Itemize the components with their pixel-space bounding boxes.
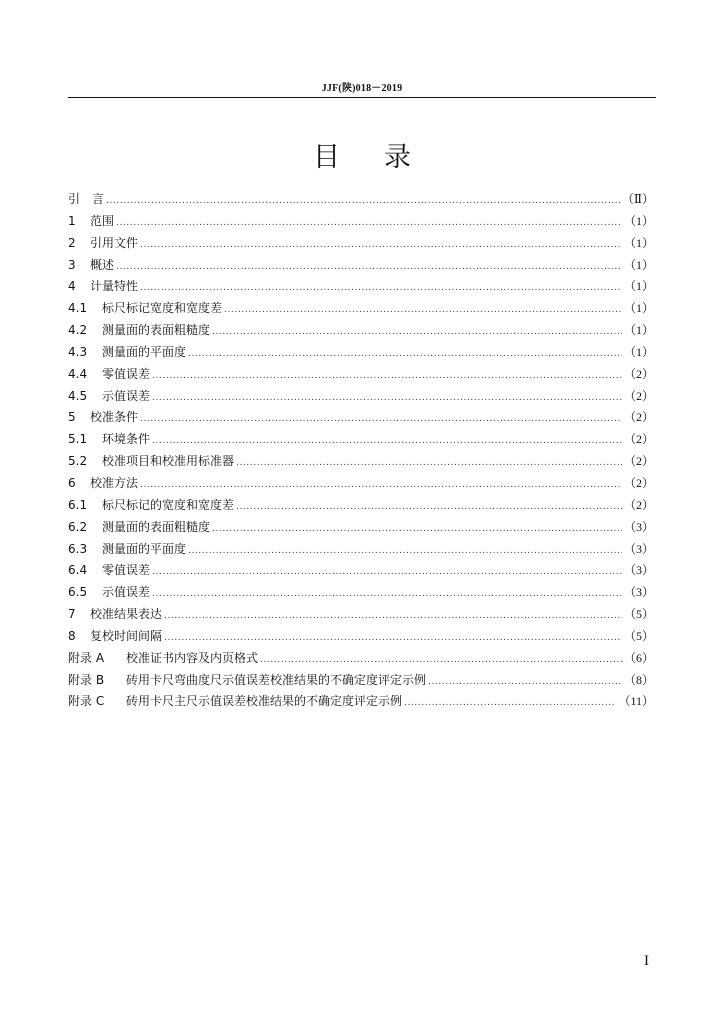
toc-entry-label: 测量面的表面粗糙度: [102, 323, 211, 338]
toc-entry-page: （2）: [623, 432, 654, 447]
toc-entry-page: （3）: [623, 519, 654, 534]
toc-leader-dots: [116, 257, 622, 279]
toc-leader-dots: [140, 235, 622, 257]
page-number: I: [644, 953, 649, 969]
toc-entry-label: 校准条件: [90, 410, 139, 425]
toc-leader-dots: [152, 431, 622, 453]
toc-entry-label: 零值误差: [102, 563, 151, 578]
toc-entry-number: 6.5: [68, 585, 88, 600]
toc-entry[interactable]: [68, 407, 654, 429]
toc-entry[interactable]: [68, 320, 654, 342]
toc-leader-dots: [260, 650, 622, 672]
toc-entry-label: 概述: [90, 257, 115, 272]
toc-entry-label: 砖用卡尺弯曲度尺示值误差校准结果的不确定度评定示例: [126, 672, 427, 687]
toc-entry-label: 测量面的平面度: [102, 344, 187, 359]
toc-leader-dots: [212, 519, 622, 541]
toc-entry-label: 校准结果表达: [90, 607, 163, 622]
toc-entry[interactable]: [68, 451, 654, 473]
toc-entry-number: 1: [68, 213, 76, 228]
toc-entry[interactable]: [68, 582, 654, 604]
toc-leader-dots: [152, 584, 622, 606]
toc-entry-label: 砖用卡尺主尺示值误差校准结果的不确定度评定示例: [126, 694, 403, 709]
toc-entry-page: （1）: [623, 257, 654, 272]
toc-entry-page: （5）: [623, 607, 654, 622]
toc-leader-dots: [404, 693, 616, 715]
toc-entry-label: 示值误差: [102, 585, 151, 600]
toc-entry[interactable]: [68, 211, 654, 233]
toc-entry[interactable]: [68, 648, 654, 670]
toc-title: 目录: [313, 142, 455, 173]
toc-leader-dots: [140, 278, 622, 300]
toc-entry-number: 3: [68, 257, 76, 272]
toc-leader-dots: [164, 606, 622, 628]
toc-list: [68, 189, 654, 713]
toc-entry-label: 测量面的表面粗糙度: [102, 519, 211, 534]
toc-entry-page: （1）: [623, 301, 654, 316]
toc-entry-number: 6.2: [68, 519, 88, 534]
toc-entry[interactable]: [68, 276, 654, 298]
toc-entry[interactable]: [68, 255, 654, 277]
toc-entry-number: 6: [68, 475, 76, 490]
toc-entry-number: 5: [68, 410, 76, 425]
toc-entry[interactable]: [68, 604, 654, 626]
toc-entry-number: 5.2: [68, 454, 88, 469]
toc-entry-label: 校准方法: [90, 475, 139, 490]
toc-entry[interactable]: [68, 473, 654, 495]
toc-leader-dots: [140, 475, 622, 497]
toc-entry-page: （2）: [623, 388, 654, 403]
toc-entry-page: （2）: [623, 475, 654, 490]
toc-entry-number: 6.3: [68, 541, 88, 556]
toc-entry-label: 引 言: [68, 192, 105, 206]
toc-entry-page: （11）: [618, 694, 654, 709]
toc-leader-dots: [236, 497, 622, 519]
toc-entry[interactable]: [68, 233, 654, 255]
toc-entry-page: （1）: [623, 213, 654, 228]
toc-entry-page: （2）: [623, 454, 654, 469]
toc-entry-page: （2）: [623, 497, 654, 512]
toc-entry-page: （8）: [623, 672, 654, 687]
toc-entry-page: （2）: [623, 410, 654, 425]
toc-entry-number: 4.1: [68, 301, 88, 316]
toc-entry-page: （Ⅱ）: [621, 192, 654, 206]
toc-entry-page: （1）: [623, 235, 654, 250]
toc-entry[interactable]: [68, 495, 654, 517]
toc-entry[interactable]: [68, 670, 654, 692]
toc-entry-number: 7: [68, 607, 76, 622]
toc-entry-label: 标尺标记的宽度和宽度差: [102, 497, 235, 512]
toc-leader-dots: [152, 366, 622, 388]
toc-entry-number: 6.1: [68, 497, 88, 512]
toc-entry-label: 复校时间间隔: [90, 628, 163, 643]
toc-leader-dots: [236, 453, 622, 475]
toc-entry-page: （3）: [623, 563, 654, 578]
toc-entry-page: （2）: [623, 366, 654, 381]
toc-entry[interactable]: [68, 429, 654, 451]
toc-entry-number: 4.4: [68, 366, 88, 381]
toc-entry-number: 附录 A: [68, 650, 105, 665]
toc-entry-page: （5）: [623, 628, 654, 643]
toc-entry[interactable]: [68, 560, 654, 582]
toc-leader-dots: [152, 562, 622, 584]
toc-entry[interactable]: [68, 626, 654, 648]
toc-entry-label: 环境条件: [102, 432, 151, 447]
toc-leader-dots: [428, 672, 622, 694]
toc-entry-number: 4.5: [68, 388, 88, 403]
toc-entry-page: （1）: [623, 279, 654, 294]
toc-entry-page: （3）: [623, 585, 654, 600]
toc-leader-dots: [188, 344, 622, 366]
toc-entry-number: 4: [68, 279, 76, 294]
toc-leader-dots: [224, 300, 622, 322]
toc-entry-number: 5.1: [68, 432, 88, 447]
toc-entry-label: 引用文件: [90, 235, 139, 250]
toc-entry-label: 范围: [90, 213, 115, 228]
toc-entry-label: 示值误差: [102, 388, 151, 403]
header-rule: [68, 97, 656, 98]
toc-entry-label: 测量面的平面度: [102, 541, 187, 556]
toc-entry-label: 校准证书内容及内页格式: [126, 650, 259, 665]
toc-leader-dots: [188, 541, 622, 563]
toc-entry[interactable]: [68, 386, 654, 408]
toc-entry[interactable]: [68, 298, 654, 320]
toc-entry[interactable]: [68, 539, 654, 561]
toc-entry-page: （6）: [623, 650, 654, 665]
toc-entry-number: 8: [68, 628, 76, 643]
toc-entry[interactable]: [68, 342, 654, 364]
toc-leader-dots: [106, 191, 620, 213]
toc-entry-label: 校准项目和校准用标准器: [102, 454, 235, 469]
toc-entry-number: 附录 C: [68, 694, 105, 709]
toc-entry-label: 零值误差: [102, 366, 151, 381]
toc-entry-number: 附录 B: [68, 672, 105, 687]
toc-entry-page: （3）: [623, 541, 654, 556]
toc-leader-dots: [152, 388, 622, 410]
toc-entry[interactable]: [68, 189, 654, 211]
toc-entry[interactable]: [68, 517, 654, 539]
toc-entry[interactable]: [68, 364, 654, 386]
toc-entry-number: 4.3: [68, 344, 88, 359]
toc-entry-page: （1）: [623, 344, 654, 359]
document-code-header: JJF(陕)018－2019: [321, 83, 403, 94]
toc-entry-number: 4.2: [68, 323, 88, 338]
toc-entry-label: 计量特性: [90, 279, 139, 294]
toc-entry-number: 2: [68, 235, 76, 250]
toc-entry-label: 标尺标记宽度和宽度差: [102, 301, 223, 316]
toc-entry-number: 6.4: [68, 563, 88, 578]
toc-entry[interactable]: [68, 691, 654, 713]
toc-leader-dots: [140, 409, 622, 431]
toc-leader-dots: [116, 213, 622, 235]
toc-leader-dots: [164, 628, 622, 650]
toc-entry-page: （1）: [623, 323, 654, 338]
toc-leader-dots: [212, 322, 622, 344]
